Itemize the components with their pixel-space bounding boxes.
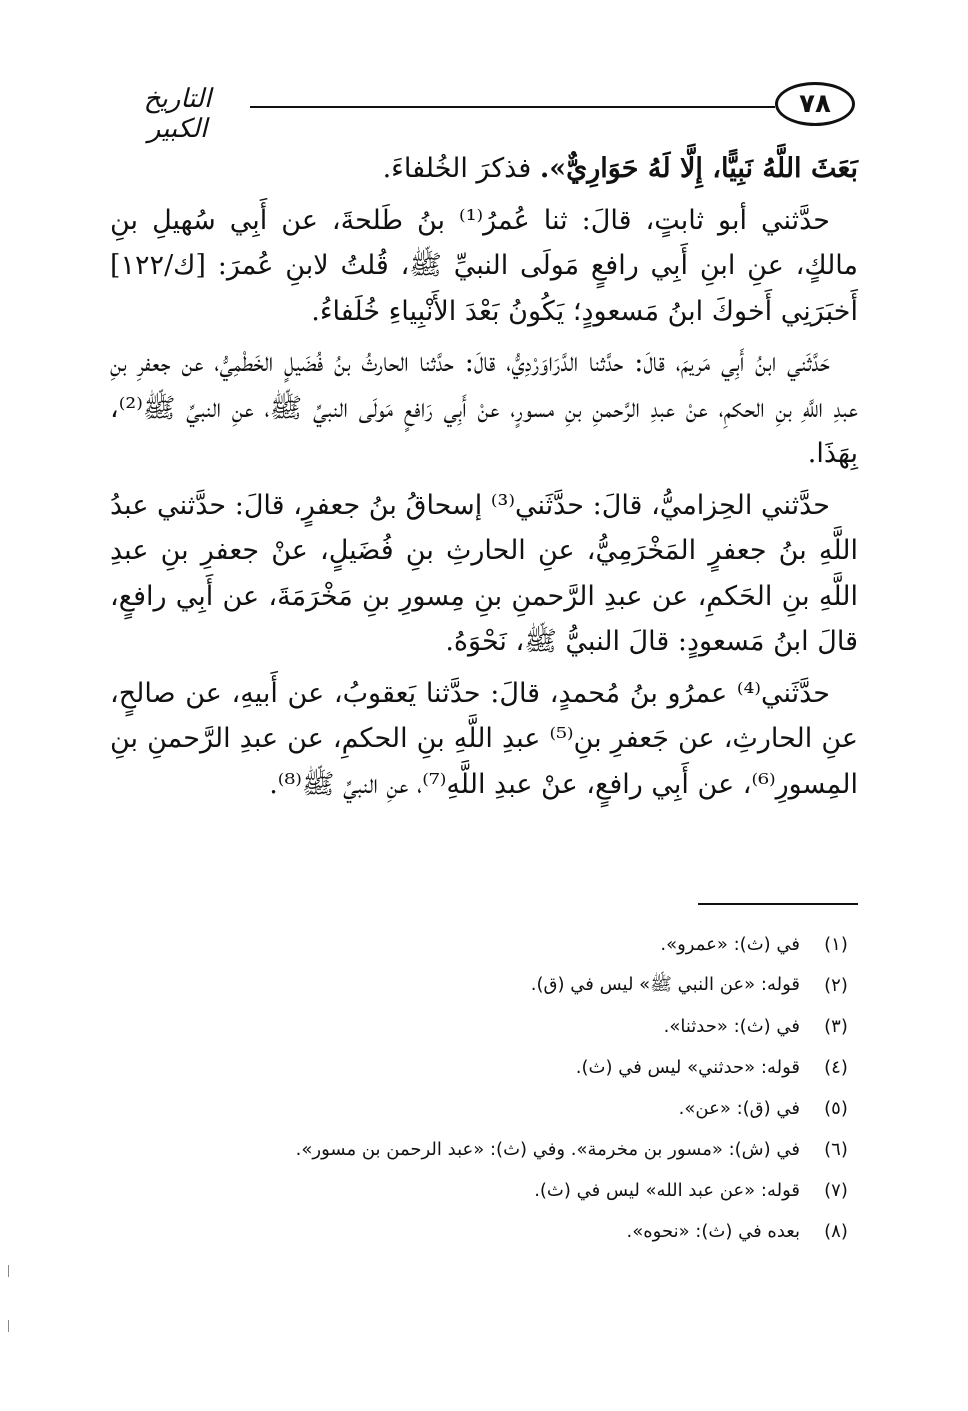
footnote-text: قوله: «عن النبي ﷺ» ليس في (ق).	[530, 973, 800, 995]
footnote-item	[110, 1129, 858, 1170]
footnote-separator	[698, 903, 858, 905]
opening-line	[110, 146, 858, 192]
footnote-text: في (ث): «عمرو».	[660, 934, 800, 955]
footnote-item	[110, 1006, 858, 1047]
book-title: التاريخ الكبير	[143, 84, 212, 144]
footnote-number: (٢)	[824, 975, 848, 996]
opening-bold: بَعَثَ اللَّهُ نَبِيًّا، إِلَّا لَهُ حَوَارِيٌّ».	[539, 153, 858, 184]
page-header	[110, 82, 855, 144]
footnote-number: (٧)	[824, 1180, 848, 1201]
footnote-text: قوله: «حدثني» ليس في (ث).	[575, 1057, 800, 1078]
header-rule	[250, 106, 775, 108]
footnotes-list	[110, 924, 858, 1252]
footnote-item	[110, 1088, 858, 1129]
scan-margin-mark	[8, 1320, 9, 1332]
footnote-text: في (ش): «مسور بن مخرمة». وفي (ث): «عبد الرحمن بن مسور».	[295, 1139, 800, 1160]
paragraph: حدَّثني أبو ثابتٍ، قالَ: ثنا عُمرُ⁽¹⁾ بنُ طَلحةَ، عن أَبِي سُهيلِ بنِ مالكٍ، عنِ ابنِ أَبِي رافعٍ مَولَى النبيِّ ﷺ، قُلتُ لابنِ عُمرَ: [ك/١٢٢] أَخبَرَنِي أَخوكَ ابنُ مَسعودٍ؛ يَكُونُ بَعْدَ الأَنْبِياءِ خُلَفاءُ.	[110, 204, 858, 327]
scan-margin-mark	[8, 1265, 9, 1277]
footnote-item	[110, 924, 858, 965]
footnote-item	[110, 1211, 858, 1252]
footnote-number: (٦)	[824, 1139, 848, 1160]
footnote-number: (٤)	[824, 1057, 848, 1078]
page-number: ٧٨	[775, 82, 855, 126]
main-text	[110, 146, 858, 813]
footnote-text: في (ث): «حدثنا».	[663, 1016, 800, 1037]
footnote-text: قوله: «عن عبد الله» ليس في (ث).	[534, 1180, 800, 1201]
footnote-text: بعده في (ث): «نحوه».	[626, 1221, 800, 1242]
paragraph: حدَّثَني⁽⁴⁾ عمرُو بنُ مُحمدٍ، قالَ: حدَّثنا يَعقوبُ، عن أَبيهِ، عن صالحٍ، عنِ الحارثِ، عن جَعفرِ بنِ⁽⁵⁾ عبدِ اللَّهِ بنِ الحكمِ، عن عبدِ الرَّحمنِ بنِ المِسورِ⁽⁶⁾، عن أَبِي رافعٍ، عنْ عبدِ اللَّهِ⁽⁷⁾، عنِ النبيِّ ﷺ⁽⁸⁾.	[110, 677, 858, 800]
footnote-item	[110, 965, 858, 1006]
footnote-item	[110, 1047, 858, 1088]
footnote-number: (٣)	[824, 1016, 848, 1037]
footnote-number: (٨)	[824, 1221, 848, 1242]
opening-tail: فذكرَ الخُلفاءَ.	[382, 153, 540, 184]
footnote-text: في (ق): «عن».	[678, 1098, 800, 1119]
paragraph: حدَّثني الحِزاميُّ، قالَ: حدَّثَني⁽³⁾ إسحاقُ بنُ جعفرٍ، قالَ: حدَّثني عبدُ اللَّهِ بنُ جعفرٍ المَخْرَمِيُّ، عنِ الحارثِ بنِ فُضَيلٍ، عنْ جعفرِ بنِ عبدِ اللَّهِ بنِ الحَكمِ، عن عبدِ الرَّحمنِ بنِ مِسورِ بنِ مَخْرَمَةَ، عن أَبِي رافعٍ، قالَ ابنُ مَسعودٍ: قالَ النبيُّ ﷺ، نَحْوَهُ.	[110, 489, 858, 657]
footnote-number: (٥)	[824, 1098, 848, 1119]
footnote-item	[110, 1170, 858, 1211]
footnote-number: (١)	[824, 934, 848, 955]
paragraph: حَدَّثَني ابنُ أَبِي مَريمَ، قالَ: حدَّثنا الدَّرَاوَرْدِيُّ، قالَ: حدَّثنا الحارثُ بنُ فُضَيلٍ الخَطْمِيُّ، عن جعفرِ بنِ عبدِ اللَّهِ بنِ الحكمِ، عنْ عبدِ الرَّحمنِ بنِ مسورٍ، عنْ أَبِي رَافعٍ مَولَى النبيِّ ﷺ، عنِ النبيِّ ﷺ⁽²⁾، بِهَذَا.	[110, 347, 858, 469]
